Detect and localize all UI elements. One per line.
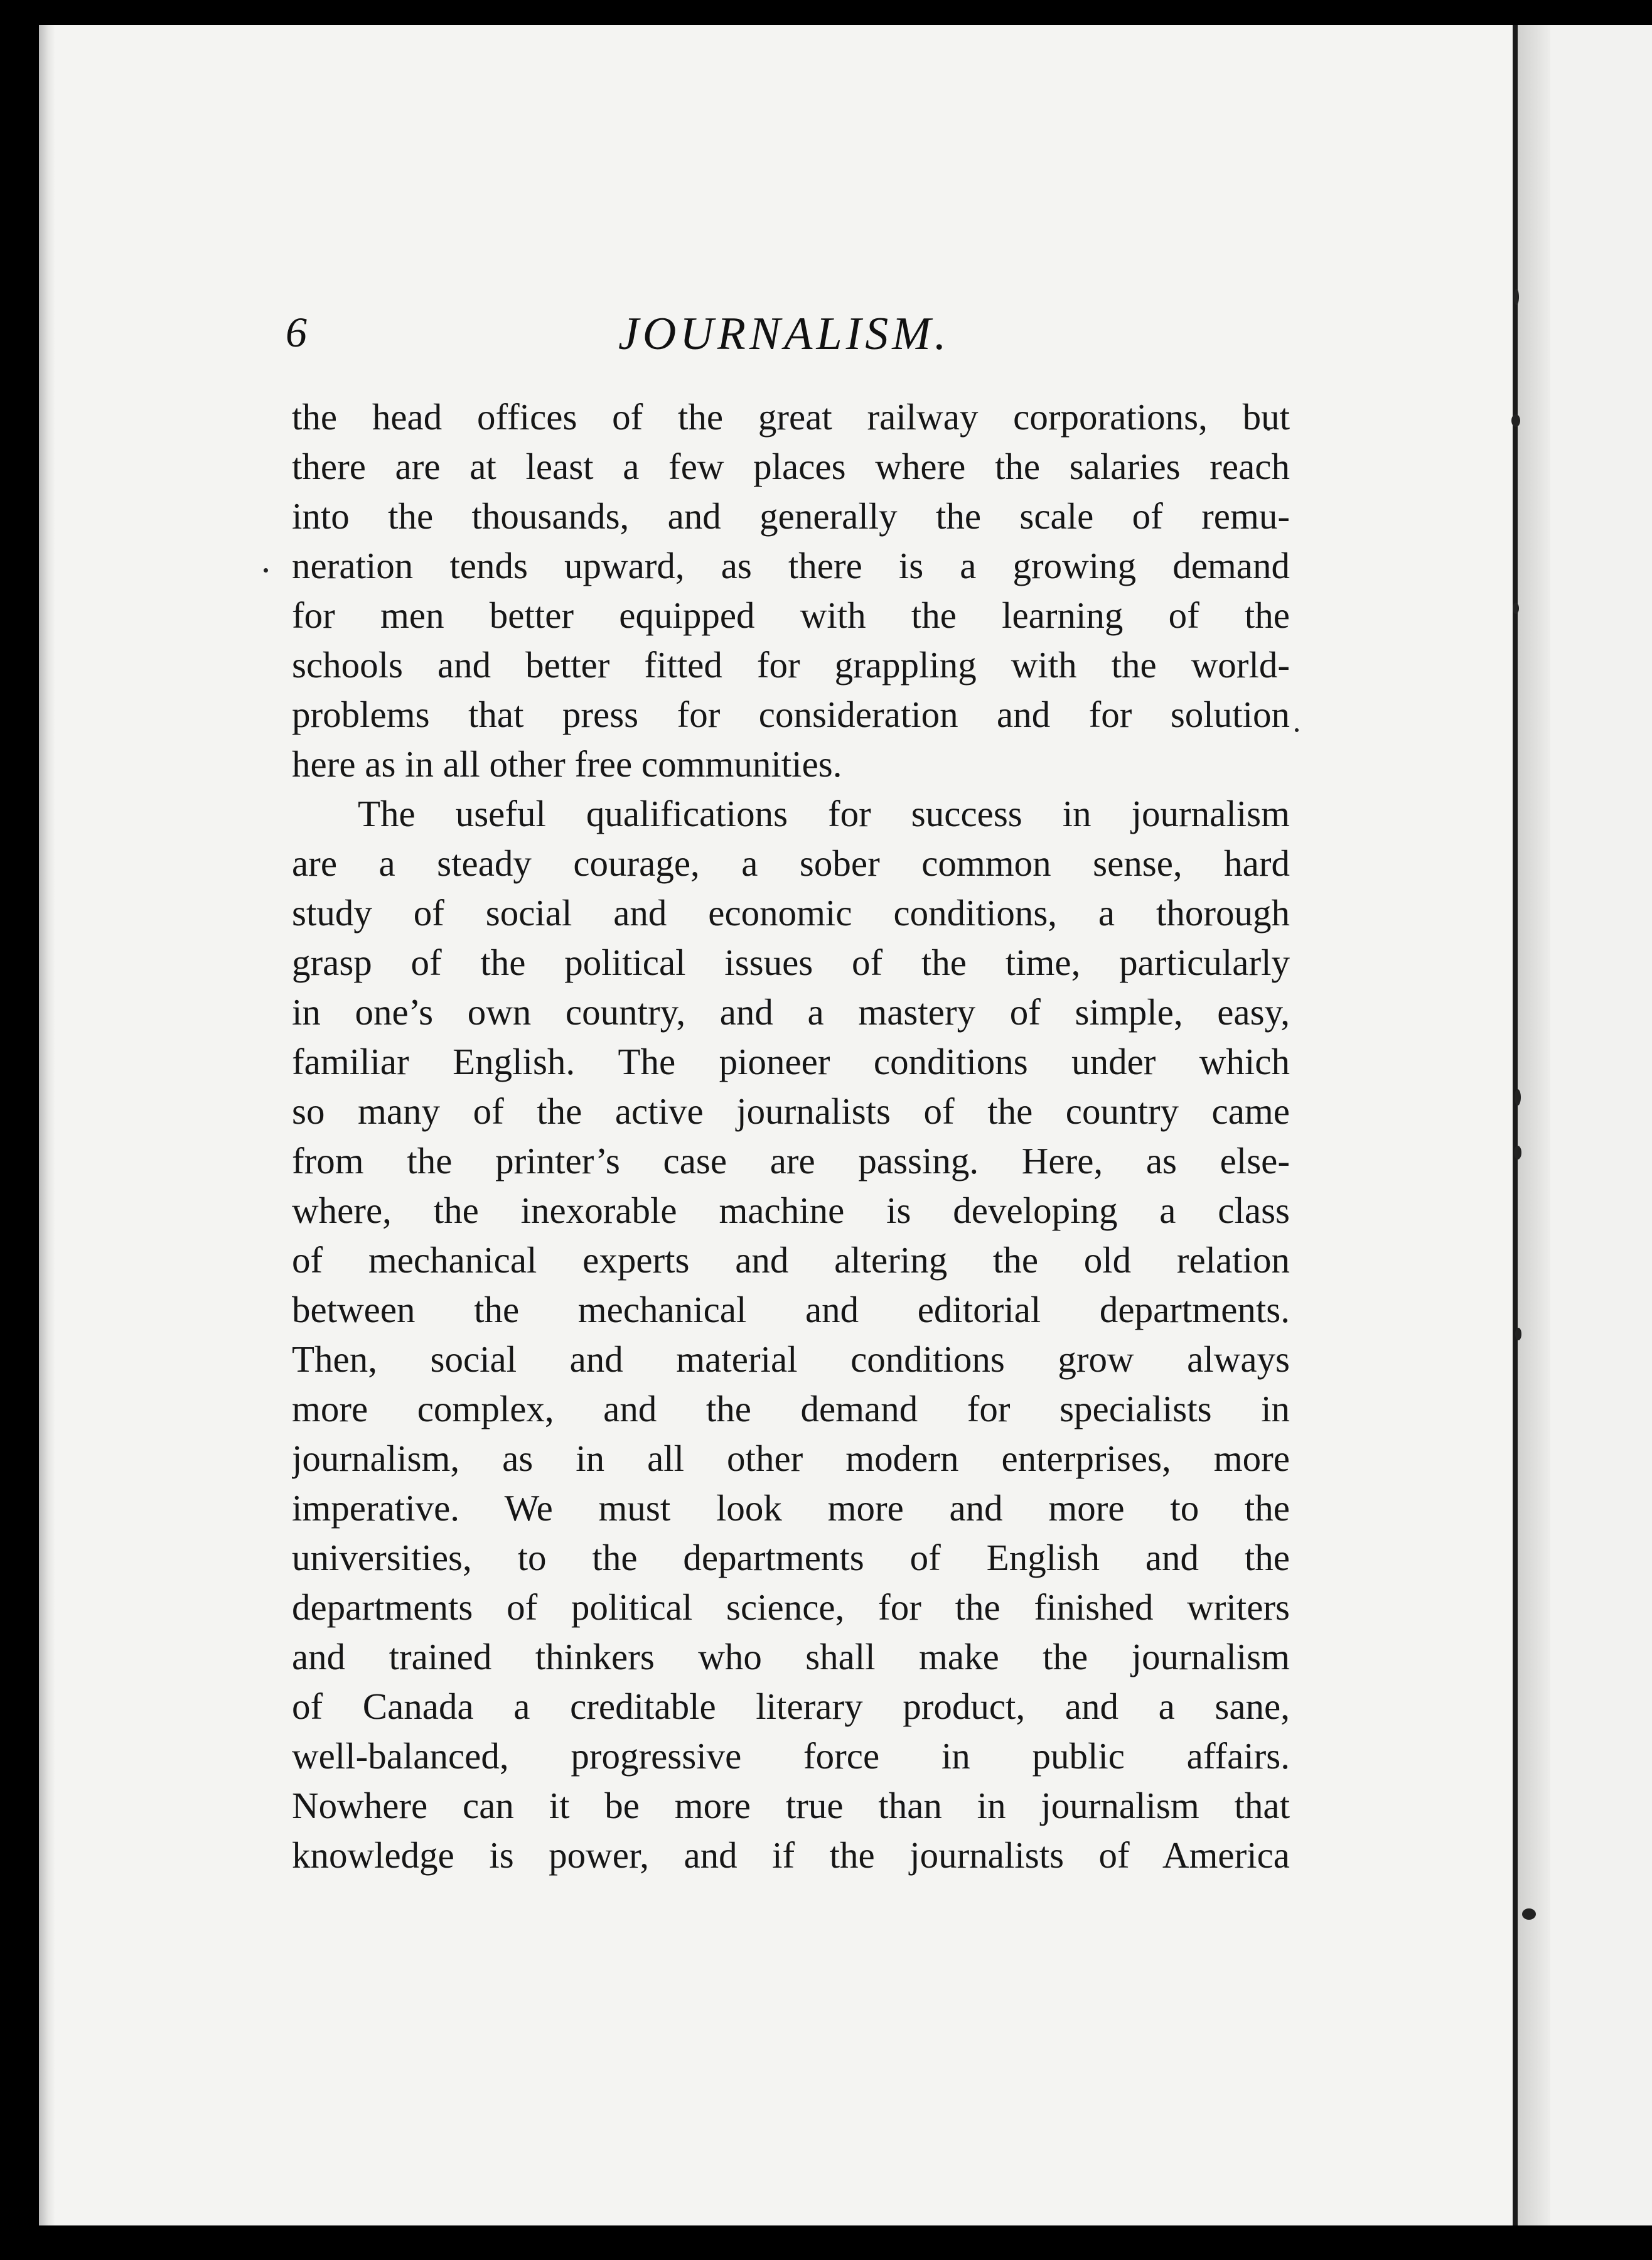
ink-speck xyxy=(1513,603,1519,614)
text-line: there are at least a few places where the salaries reach xyxy=(292,446,1290,487)
text-line: journalism, as in all other modern enterprises, more xyxy=(292,1438,1290,1479)
text-line: and trained thinkers who shall make the journalism xyxy=(292,1636,1290,1677)
ink-speck xyxy=(264,568,268,573)
text-line: from the printer’s case are passing. Here, as else- xyxy=(292,1140,1290,1181)
running-title: JOURNALISM. xyxy=(618,308,950,360)
text-line: of Canada a creditable literary product, and a sane, xyxy=(292,1686,1290,1727)
ink-speck xyxy=(1515,1328,1521,1340)
text-line: study of social and economic conditions, a thorough xyxy=(292,892,1290,934)
running-head xyxy=(286,301,1290,377)
text-line: universities, to the departments of English and the xyxy=(292,1537,1290,1578)
text-line: more complex, and the demand for specialists in xyxy=(292,1388,1290,1429)
text-line: of mechanical experts and altering the old relation xyxy=(292,1239,1290,1281)
body-text xyxy=(292,392,1290,1880)
ink-speck xyxy=(1514,1146,1521,1160)
ink-speck xyxy=(1522,1908,1536,1920)
text-line: are a steady courage, a sober common sense, hard xyxy=(292,842,1290,884)
text-line: departments of political science, for the finished writers xyxy=(292,1586,1290,1628)
paragraph xyxy=(292,392,1290,789)
text-line: Then, social and material conditions grow always xyxy=(292,1338,1290,1380)
text-line: where, the inexorable machine is developing a class xyxy=(292,1190,1290,1231)
text-line: The useful qualifications for success in journalism xyxy=(358,793,1290,834)
text-line: between the mechanical and editorial departments. xyxy=(292,1289,1290,1330)
text-line: Nowhere can it be more true than in journalism that xyxy=(292,1785,1290,1826)
text-line: here as in all other free communities. xyxy=(292,743,842,785)
gutter-shadow xyxy=(1518,25,1550,2225)
text-line: knowledge is power, and if the journalists of America xyxy=(292,1834,1290,1876)
text-line: so many of the active journalists of the country came xyxy=(292,1090,1290,1132)
ink-speck xyxy=(1514,289,1519,305)
page-number: 6 xyxy=(286,308,307,356)
adjacent-page-edge xyxy=(1550,25,1652,2225)
text-line: well-balanced, progressive force in public affairs. xyxy=(292,1735,1290,1777)
text-line: problems that press for consideration and for solution xyxy=(292,694,1290,735)
text-line: into the thousands, and generally the scale of remu- xyxy=(292,495,1290,537)
ink-speck xyxy=(1515,1089,1521,1106)
ink-speck xyxy=(1511,414,1520,427)
text-line: neration tends upward, as there is a growing demand xyxy=(292,545,1290,586)
page-fold xyxy=(1513,25,1518,2225)
text-line: for men better equipped with the learning of the xyxy=(292,595,1290,636)
text-line: in one’s own country, and a mastery of simple, easy, xyxy=(292,991,1290,1033)
text-line: grasp of the political issues of the time, particularly xyxy=(292,942,1290,983)
text-line: imperative. We must look more and more to the xyxy=(292,1487,1290,1529)
text-line: the head offices of the great railway corporations, but xyxy=(292,396,1290,438)
text-line: familiar English. The pioneer conditions under which xyxy=(292,1041,1290,1082)
ink-speck xyxy=(1295,728,1299,732)
page-shadow-edge xyxy=(39,25,55,2225)
text-line: schools and better fitted for grappling with the world- xyxy=(292,644,1290,686)
paragraph xyxy=(292,789,1290,1880)
